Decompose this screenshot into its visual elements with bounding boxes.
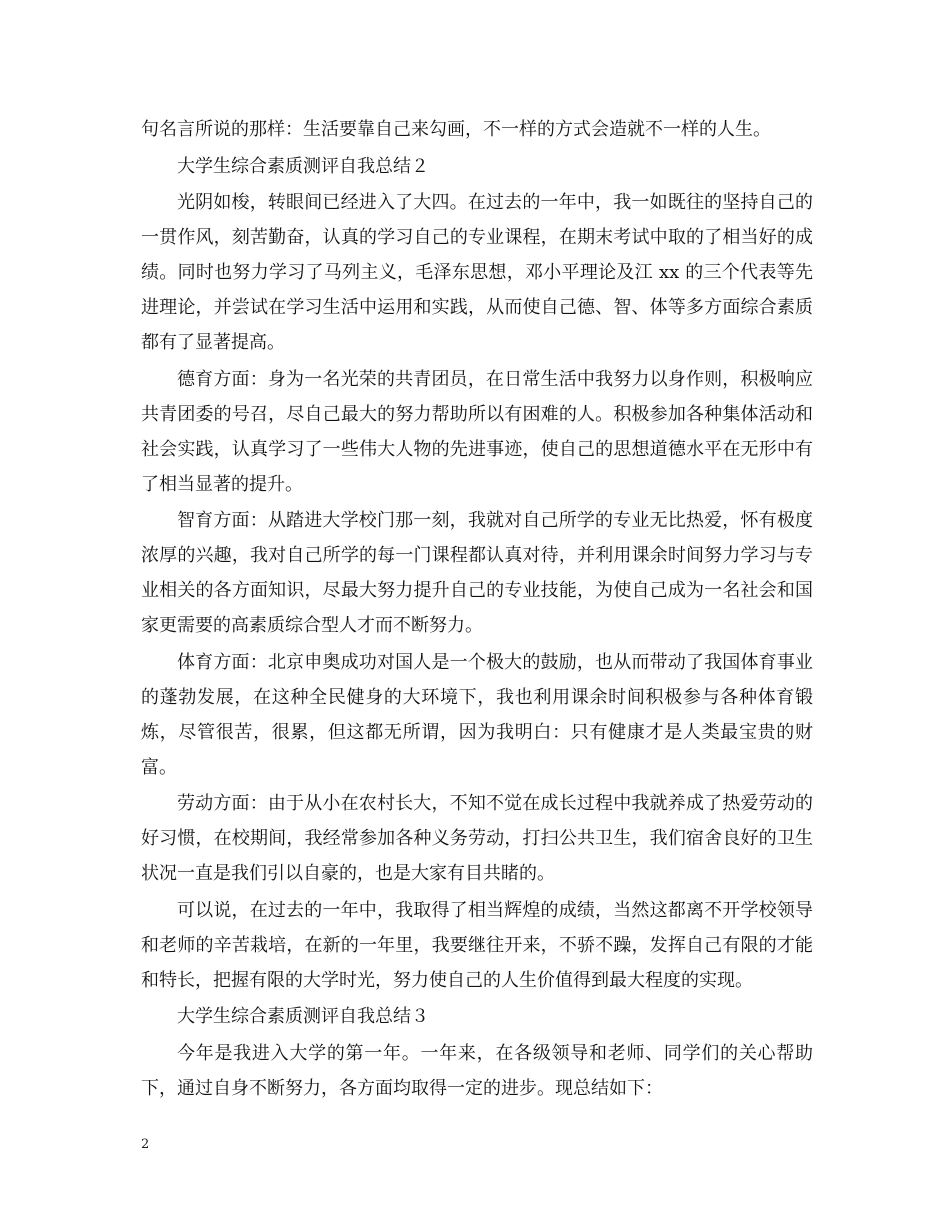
section-heading-3: 大学生综合素质测评自我总结３ [177, 1006, 429, 1027]
section-3-intro-paragraph: 今年是我进入大学的第一年。一年来，在各级领导和老师、同学们的关心帮助下，通过自身不断努力，各方面均取得一定的进步。现总结如下： [141, 1042, 813, 1099]
page-number: 2 [141, 1137, 150, 1152]
section-heading-2: 大学生综合素质测评自我总结２ [177, 155, 429, 177]
physical-education-paragraph: 体育方面：北京申奥成功对国人是一个极大的鼓励，也从而带动了我国体育事业的蓬勃发展，在这种全民健身的大环境下，我也利用课余时间积极参与各种体育锻炼，尽管很苦，很累，但这都无所谓，因为我明白：只有健康才是人类最宝贵的财富。 [141, 651, 813, 778]
labor-paragraph: 劳动方面：由于从小在农村长大，不知不觉在成长过程中我就养成了热爱劳动的好习惯，在校期间，我经常参加各种义务劳动，打扫公共卫生，我们宿舍良好的卫生状况一直是我们引以自豪的，也是大家有目共睹的。 [141, 793, 813, 884]
continued-paragraph: 句名言所说的那样：生活要靠自己来勾画，不一样的方式会造就不一样的人生。 [141, 119, 771, 140]
intellectual-education-paragraph: 智育方面：从踏进大学校门那一刻，我就对自己所学的专业无比热爱，怀有极度浓厚的兴趣，我对自己所学的每一门课程都认真对待，并利用课余时间努力学习与专业相关的各方面知识，尽最大努力提升自己的专业技能，为使自己成为一名社会和国家更需要的高素质综合型人才而不断努力。 [141, 510, 813, 636]
moral-education-paragraph: 德育方面：身为一名光荣的共青团员，在日常生活中我努力以身作则，积极响应共青团委的号召，尽自己最大的努力帮助所以有困难的人。积极参加各种集体活动和社会实践，认真学习了一些伟大人物的先进事迹，使自己的思想道德水平在无形中有了相当显著的提升。 [141, 368, 813, 495]
conclusion-paragraph: 可以说，在过去的一年中，我取得了相当辉煌的成绩，当然这都离不开学校领导和老师的辛苦栽培，在新的一年里，我要继往开来，不骄不躁，发挥自己有限的才能和特长，把握有限的大学时光，努力使自己的人生价值得到最大程度的实现。 [141, 899, 813, 991]
intro-paragraph: 光阴如梭，转眼间已经进入了大四。在过去的一年中，我一如既往的坚持自己的一贯作风，刻苦勤奋，认真的学习自己的专业课程，在期末考试中取的了相当好的成绩。同时也努力学习了马列主义，毛泽东思想，邓小平理论及江 xx 的三个代表等先进理论，并尝试在学习生活中运用和实践，从而使自己德、智、体等多方面综合素质都有了显著提高。 [141, 192, 813, 353]
document-body [141, 112, 813, 1107]
